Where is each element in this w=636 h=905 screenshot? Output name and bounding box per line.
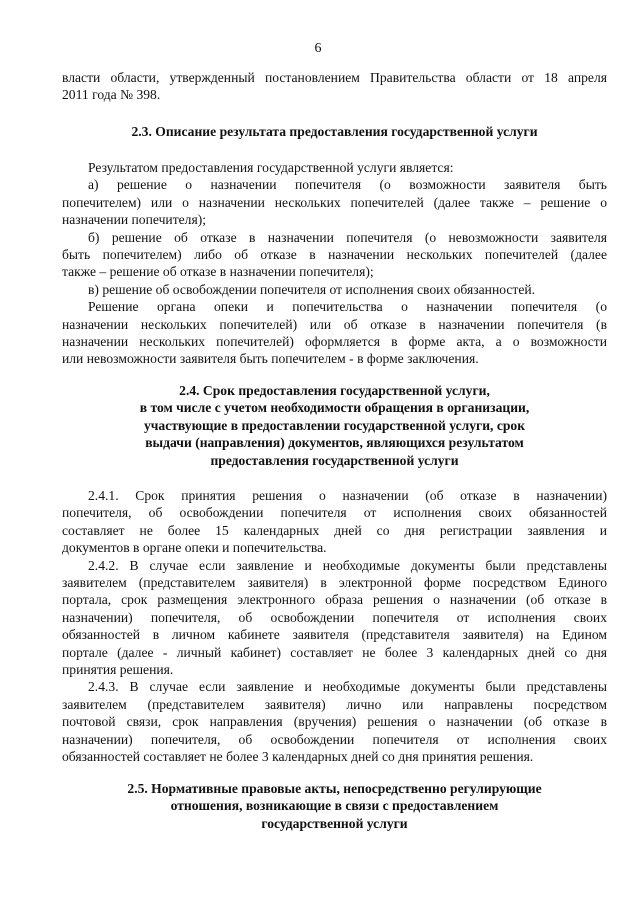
text-line: назначении попечителя); [62,212,207,228]
heading-line: выдачи (направления) документов, являющихся результатом [145,435,524,451]
text-line: б) решение об отказе в назначении попечителя (о невозможности заявителя [88,229,607,245]
text-line: 2011 года № 398. [62,87,161,103]
text-line: быть попечителем) либо об отказе в назначении нескольких попечителей (далее [62,247,607,263]
section-2-3-body [62,159,607,368]
text-line: также – решение об отказе в назначении попечителя); [62,264,374,280]
intro-paragraph [62,69,607,104]
heading-line: государственной услуги [261,815,408,831]
text-line: 2.4.1. Срок принятия решения о назначении (об отказе в назначении) [88,488,607,503]
text-line: власти области, утвержденный постановлением Правительства области от 18 апреля [62,70,607,85]
text-line: составляет не более 15 календарных дней со дня регистрации заявления и [62,522,607,538]
text-line: 2.4.2. В случае если заявление и необходимые документы были представлены [88,557,607,573]
heading-line: предоставления государственной услуги [210,452,459,468]
text-line: принятия решения. [62,662,174,678]
section-2-4-body [62,487,607,766]
text-line: попечителя, об освобождении попечителя от исполнения своих обязанностей [62,505,607,521]
heading-line: отношения, возникающие в связи с предоставлением [170,798,499,814]
text-line: или невозможности заявителя быть попечителем - в форме заключения. [62,351,479,367]
text-line: Решение органа опеки и попечительства о назначении попечителя (о [88,299,607,315]
text-line: в) решение об освобождении попечителя от исполнения своих обязанностей. [88,281,536,297]
text-line: назначении) попечителя, об освобождении попечителя от исполнения своих [62,731,607,747]
heading-line: участвующие в предоставлении государственной услуги, срок [143,417,526,433]
text-line: назначении нескольких попечителей) или об отказе в назначении попечителя (в [62,316,607,332]
text-line: 2.4.3. В случае если заявление и необходимые документы были представлены [88,679,607,695]
section-heading-2-5 [62,780,607,832]
heading-line: в том числе с учетом необходимости обращения в организации, [139,400,530,416]
text-line: назначении нескольких попечителей) оформляется в форме акта, а о возможности [62,334,607,350]
text-line: обязанностей в личном кабинете заявителя (представителя заявителя) на Едином [62,627,607,643]
text-line: заявителем (представителем заявителя) лично или направлены посредством [62,696,607,712]
section-heading-2-3: 2.3. Описание результата предоставления государственной услуги [131,124,538,139]
page-number: 6 [314,41,322,56]
text-line: почтовой связи, срок направления (вручения) решения о назначении (об отказе в [62,714,607,730]
text-line: обязанностей составляет не более 3 календарных дней со дня принятия решения. [62,749,534,765]
text-line: попечителем) или о назначении нескольких попечителей (далее также – решение о [62,194,607,210]
heading-line: 2.4. Срок предоставления государственной услуги, [179,383,490,398]
text-line: портале (далее - личный кабинет) составляет не более 3 календарных дней со дня [62,644,607,660]
text-line: Результатом предоставления государственной услуги является: [88,160,454,175]
text-line: а) решение о назначении попечителя (о возможности заявителя быть [88,177,607,193]
text-line: документов в органе опеки и попечительства. [62,540,327,556]
heading-line: 2.5. Нормативные правовые акты, непосредственно регулирующие [127,781,542,796]
text-line: заявителем (представителем заявителя) в электронной форме посредством Единого [62,575,607,591]
section-heading-2-4 [62,382,607,469]
text-line: назначении) попечителя, об освобождении попечителя от исполнения своих [62,609,607,625]
text-line: портала, срок размещения электронного образа решения о назначении (об отказе в [62,592,607,608]
